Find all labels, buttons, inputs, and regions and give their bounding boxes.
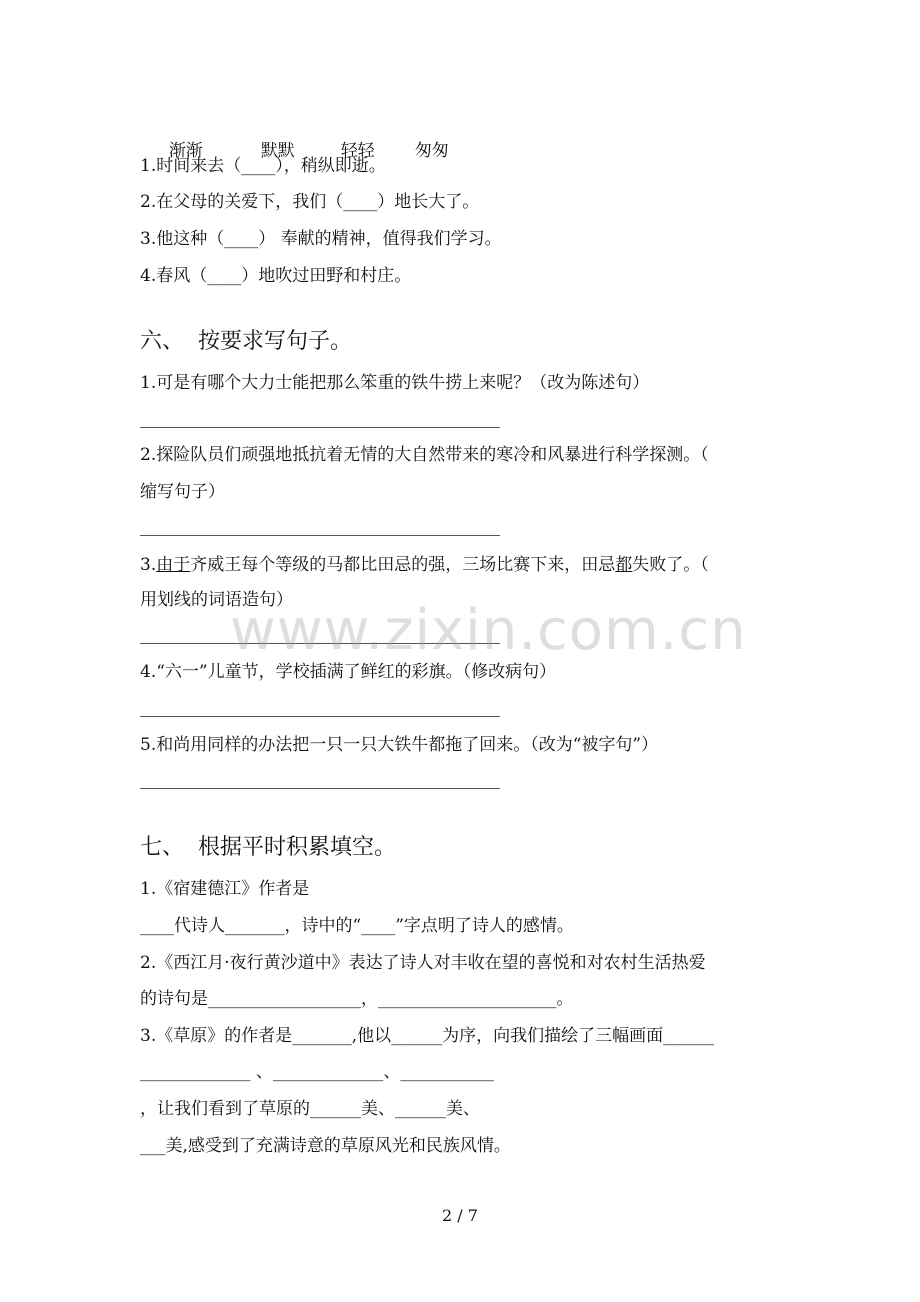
section-six-title: 六、 按要求写句子。: [140, 329, 352, 354]
fill-item: 1.时间来去（____），稍纵即逝。: [140, 156, 386, 176]
question-prefix: 3.: [140, 555, 157, 575]
word-bank-item: 轻轻: [340, 141, 375, 161]
word-bank-item: 渐渐: [168, 141, 203, 161]
answer-line: [140, 535, 500, 536]
fill-item: 2.在父母的关爱下，我们（____）地长大了。: [140, 192, 480, 212]
watermark: www.zixin.com.cn: [230, 598, 747, 663]
question-text: ____代诗人_______，诗中的“____”字点明了诗人的感情。: [140, 916, 574, 936]
question-text-end: 失败了。（: [632, 555, 709, 575]
fill-item: 3.他这种（____） 奉献的精神，值得我们学习。: [140, 229, 502, 249]
question-text: ___美,感受到了充满诗意的草原风光和民族风情。: [140, 1136, 511, 1156]
question-text: 用划线的词语造句）: [140, 590, 293, 610]
question-text: _____________ 、_____________、___________: [140, 1062, 494, 1082]
question-text: 1.《宿建德江》作者是: [140, 879, 310, 899]
word-bank-item: 默默: [260, 141, 295, 161]
underlined-word: 都: [615, 555, 633, 575]
underlined-word: 由于: [156, 555, 191, 575]
word-bank-item: 匆匆: [414, 141, 449, 161]
question-text: ，让我们看到了草原的______美、______美、: [140, 1099, 480, 1119]
question-text: 缩写句子）: [140, 482, 225, 502]
section-seven-title: 七、 根据平时积累填空。: [140, 835, 396, 860]
question-text: 4.“六一”儿童节，学校插满了鲜红的彩旗。（修改病句）: [140, 662, 557, 682]
question-text: 5.和尚用同样的办法把一只一只大铁牛都拖了回来。（改为“被字句”）: [140, 735, 659, 755]
answer-line: [140, 716, 500, 717]
question-text-mid: 齐威王每个等级的马都比田忌的强，三场比赛下来，田忌: [190, 555, 616, 575]
answer-line: [140, 427, 500, 428]
question-text: 2.探险队员们顽强地抵抗着无情的大自然带来的寒冷和风暴进行科学探测。（: [140, 445, 709, 465]
question-text: 1.可是有哪个大力士能把那么笨重的铁牛捞上来呢？（改为陈述句）: [140, 373, 650, 393]
page-number: 2 / 7: [442, 1206, 478, 1225]
question-text: 2.《西江月·夜行黄沙道中》表达了诗人对丰收在望的喜悦和对农村生活热爱: [140, 953, 706, 973]
answer-line: [140, 788, 500, 789]
question-text: 的诗句是__________________，_____________________。: [140, 989, 574, 1009]
fill-item: 4.春风（____）地吹过田野和村庄。: [140, 266, 412, 286]
question-text: 3.《草原》的作者是_______,他以______为序，向我们描绘了三幅画面______: [140, 1026, 715, 1046]
question-text: [140, 554, 709, 576]
